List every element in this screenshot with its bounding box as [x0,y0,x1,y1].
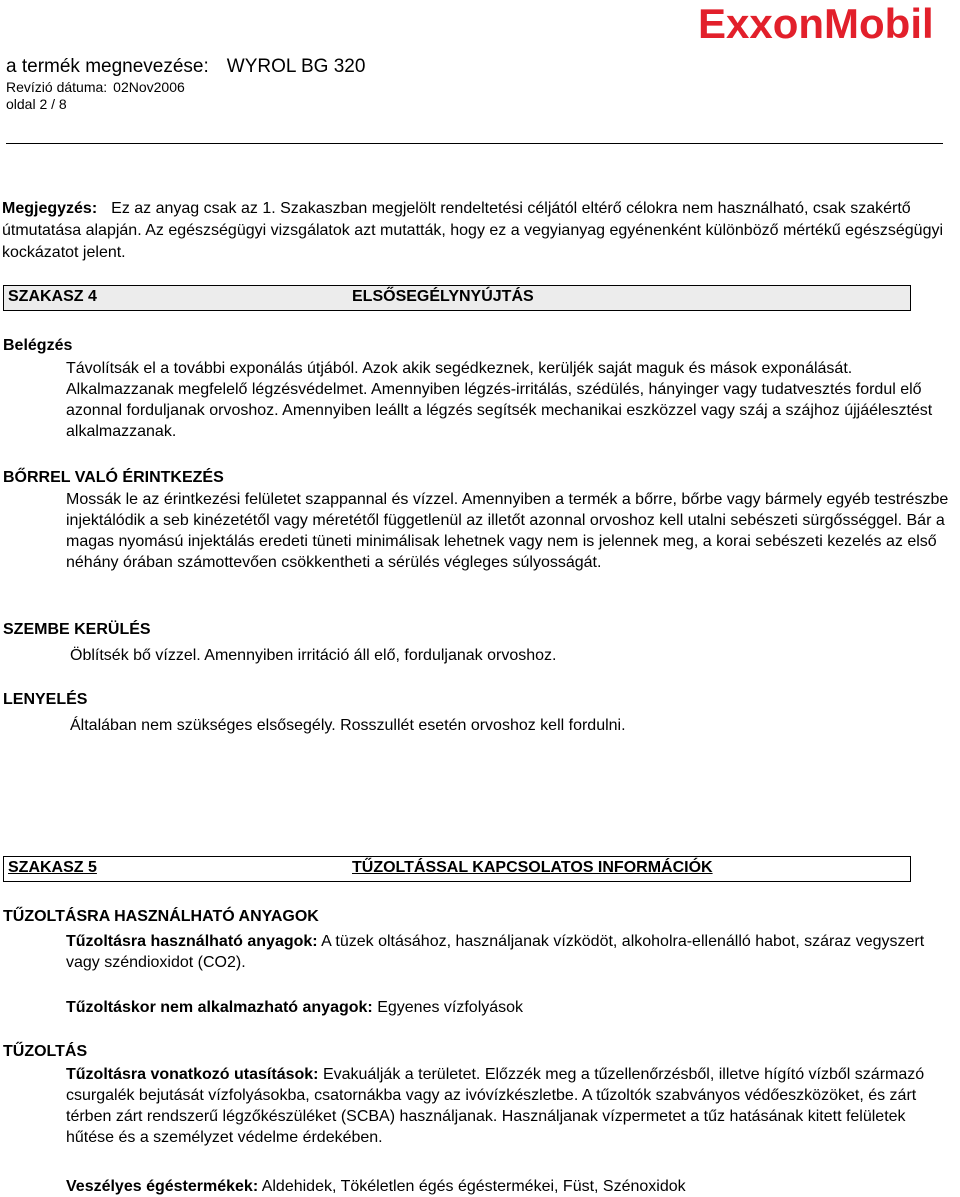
exxonmobil-logo-image [698,0,960,50]
inhalation-heading: Belégzés [3,337,73,354]
section-5-header [3,856,911,882]
revision-date-line [6,79,185,95]
hazardous-products-text: Aldehidek, Tökéletlen égés égéstermékei, Füst, Szénoxidok [261,1178,686,1195]
eye-contact-text: Öblítsék bő vízzel. Amennyiben irritáció áll elő, forduljanak orvoshoz. [70,647,557,664]
hazardous-products-paragraph [66,1176,951,1197]
section-5-title: TŰZOLTÁSSAL KAPCSOLATOS INFORMÁCIÓK [352,859,713,876]
extinguishing-media-heading: TŰZOLTÁSRA HASZNÁLHATÓ ANYAGOK [3,908,319,925]
section-4-title: ELSŐSEGÉLYNYÚJTÁS [352,288,534,305]
revision-date-value: 02Nov2006 [113,79,185,95]
exxonmobil-logo [698,0,960,50]
firefighting-instructions-paragraph [66,1064,951,1148]
skin-contact-heading: BŐRREL VALÓ ÉRINTKEZÉS [3,469,224,486]
header-divider [6,143,943,144]
page-number: oldal 2 / 8 [6,96,67,112]
suitable-media-label: Tűzoltásra használható anyagok: [66,933,318,950]
section-5-number: SZAKASZ 5 [8,859,97,876]
suitable-media-text: A tüzek oltásához, használjanak vízködöt, alkoholra-ellenálló habot, száraz vegyszert vagy széndioxidot (CO2). [66,933,925,971]
unsuitable-media-text: Egyenes vízfolyások [377,999,524,1016]
suitable-media-paragraph [66,931,951,973]
ingestion-text: Általában nem szükséges elsősegély. Rosszullét esetén orvoshoz kell fordulni. [70,717,626,734]
skin-contact-text: Mossák le az érintkezési felületet szappannal és vízzel. Amennyiben a termék a bőrre, bőrbe vagy bármely egyéb testrészbe injektálódik a seb kinézetétől vagy méretétől függetlenül az illetőt azonnal orvoshoz kell utalni sebészeti sürgősséggel. Bár a magas nyomású injektálás eredeti tüneti minimálisak lehetnek vagy nem is jelennek meg, a korai sebészeti kezelés az első néhány órában számottevően csökkentheti a sérülés végleges súlyosságát. [66,491,949,571]
eye-contact-heading: SZEMBE KERÜLÉS [3,621,151,638]
hazardous-products-label: Veszélyes égéstermékek: [66,1178,259,1195]
section-4-header [3,285,911,311]
note-label: Megjegyzés: [2,200,98,217]
note-text: Ez az anyag csak az 1. Szakaszban megjelölt rendeltetési céljától eltérő célokra nem használható, csak szakértő útmutatása alapján. Az egészségügyi vizsgálatok azt mutatták, hogy ez a vegyianyag egyénenként különböző mértékű egészségügyi kockázatot jelent. [2,200,944,261]
note-paragraph [2,198,947,264]
section-4-number: SZAKASZ 4 [8,288,97,305]
logo-text: ExxonMobil [698,0,934,47]
firefighting-instructions-text: Evakuálják a területet. Előzzék meg a tűzellenőrzésből, illetve hígító vízből származó csurgalék bejutását vízfolyásokba, csatornákba vagy az ivóvízkészletbe. A tűzoltók szabványos védőeszközöket, és zárt térben zárt rendszerű légzőkészüléket (SCBA) használjanak. Használjanak vízpermetet a tűz hatásának kitett felületek hűtése és a személyzet védelme érdekében. [66,1066,925,1146]
inhalation-text: Távolítsák el a további exponálás útjából. Azok akik segédkeznek, kerüljék saját maguk és mások exponálását. Alkalmazzanak megfelelő légzésvédelmet. Amennyiben légzés-irritálás, szédülés, hányinger vagy tudatvesztés fordul elő azonnal forduljanak orvoshoz. Amennyiben leállt a légzés segítsék mechanikai eszközzel vagy száj a szájhoz újjáélesztést alkalmazzanak. [66,360,933,440]
product-name-line [6,56,365,78]
ingestion-heading: LENYELÉS [3,691,88,708]
revision-date-label: Revízió dátuma: [6,79,108,95]
product-name-label: a termék megnevezése: [6,56,209,77]
unsuitable-media-paragraph [66,997,951,1018]
firefighting-instructions-label: Tűzoltásra vonatkozó utasítások: [66,1066,319,1083]
firefighting-heading: TŰZOLTÁS [3,1043,88,1060]
unsuitable-media-label: Tűzoltáskor nem alkalmazható anyagok: [66,999,373,1016]
product-name-value: WYROL BG 320 [226,56,366,77]
